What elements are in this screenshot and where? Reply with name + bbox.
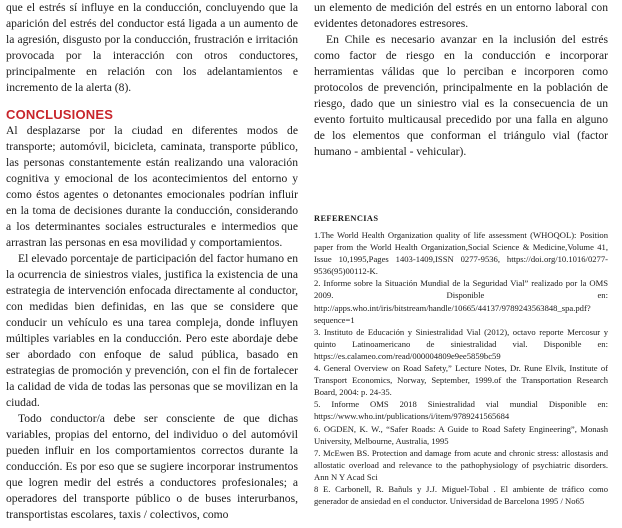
conclusion-paragraph-3: Todo conductor/a debe ser consciente de que dichas variables, propias del entorno, del individuo o del automóvil pueden influir en los comportamientos correctos durante la conducción. Es por eso que se sugiere incorporar instrumentos que logren medir del estrés a conductores profesionales; a operadores del transporte público o de buses interurbanos, transportistas escolares, taxis / colectivos, como (6, 412, 298, 521)
section-heading-conclusiones: CONCLUSIONES (6, 107, 114, 122)
references-list (314, 229, 608, 507)
conclusion-paragraph-1: Al desplazarse por la ciudad en diferentes modos de transporte; automóvil, bicicleta, caminata, transporte público, las personas constantemente están realizando una valoración cognitiva y emocional de los acontecimientos del entorno y como éstos agentes o detonantes emocionales podrían influir en la toma de decisiones durante la conducción, considerando a los determinantes sociales estructurales e intermedios que arrastran las personas en esa movilidad y comportamientos. (6, 124, 298, 249)
intro-paragraph: que el estrés sí influye en la conducción, concluyendo que la aparición del estrés del conductor está ligada a un aumento de la agresión, disgusto por la conducción, frustración e irritación provocada por la interacción con otros conductores, principalmente en relación con los adelantamientos e incremento de la alerta (8). (6, 1, 298, 94)
reference-item: 4. General Overview on Road Safety,” Lecture Notes, Dr. Rune Elvik, Institute of Transport Economics, Norway, September, 1999.of the Transportation Research Board, 2004: p. 24-35. (314, 363, 608, 398)
reference-item: 5. Informe OMS 2018 Siniestralidad vial mundial Disponible en: https://www.who.int/publications/i/item/9789241565684 (314, 399, 608, 422)
reference-item: 7. McEwen BS. Protection and damage from acute and chronic stress: allostasis and allostatic overload and relevance to the pathophysiology of psychiatric disorders. Ann N Y Acad Sci (314, 447, 608, 482)
conclusion-paragraph-2: El elevado porcentaje de participación del factor humano en la ocurrencia de siniestros viales, justifica la existencia de una estrategia de intervención enfocada directamente al conductor, con medidas bien definidas, en las que se considere que conducir un vehículo es una tarea compleja, donde influyen múltiples variables en la conducción. Pero este abordaje debe ser abordado con enfoque de salud pública, basado en estrategias de promoción y prevención, con el fin de fortalecer la calidad de vida de todas las personas que se movilizan en la ciudad. (6, 252, 298, 409)
continued-paragraph: un elemento de medición del estrés en un entorno laboral con evidentes detonadores estresores. (314, 1, 608, 30)
references-title: REFERENCIAS (314, 214, 379, 223)
right-column (314, 0, 608, 507)
reference-item: 6. OGDEN, K. W., “Safer Roads: A Guide to Road Safety Engineering”, Monash University, Melbourne, Australia, 1995 (314, 423, 608, 446)
left-column (6, 0, 298, 523)
reference-item: 1.The World Health Organization quality of life assessment (WHOQOL): Position paper from the World Health Organization,Social Science & Medicine,Volume 41, Issue 10,1995,Pages 1403-1409,ISSN 0277-9536, https://doi.org/10.1016/0277-9536(95)00112-K. (314, 230, 608, 277)
reference-item: 3. Instituto de Educación y Siniestralidad Vial (2012), octavo reporte Mercosur y quinto Latinoamericano de siniestralidad vial. Disponible en: https://es.calameo.com/read/000004809e9ee5859bc59 (314, 326, 608, 361)
reference-item: 8 E. Carbonell, R. Bañuls y J.J. Miguel-Tobal . El ambiente de tráfico como generador de ansiedad en el conductor. Universidad de Barcelona 1995 / No65 (314, 483, 608, 507)
reference-item: 2. Informe sobre la Situación Mundial de la Seguridad Vial” realizado por la OMS 2009. Disponible en: http://apps.who.int/iris/bitstream/handle/10665/44137/9789243563848_spa.pdf?sequence=1 (314, 278, 608, 325)
chile-paragraph: En Chile es necesario avanzar en la inclusión del estrés como factor de riesgo en la conducción e incorporar herramientas válidas que lo perciban e incorporen como protocolos de prevención, principalmente en la población de riesgo, dado que un siniestro vial es la consecuencia de un evento fortuito multicausal precedido por una falla en alguno de los elementos que conforman el triángulo vial (factor humano - ambiental - vehicular). (314, 33, 608, 158)
